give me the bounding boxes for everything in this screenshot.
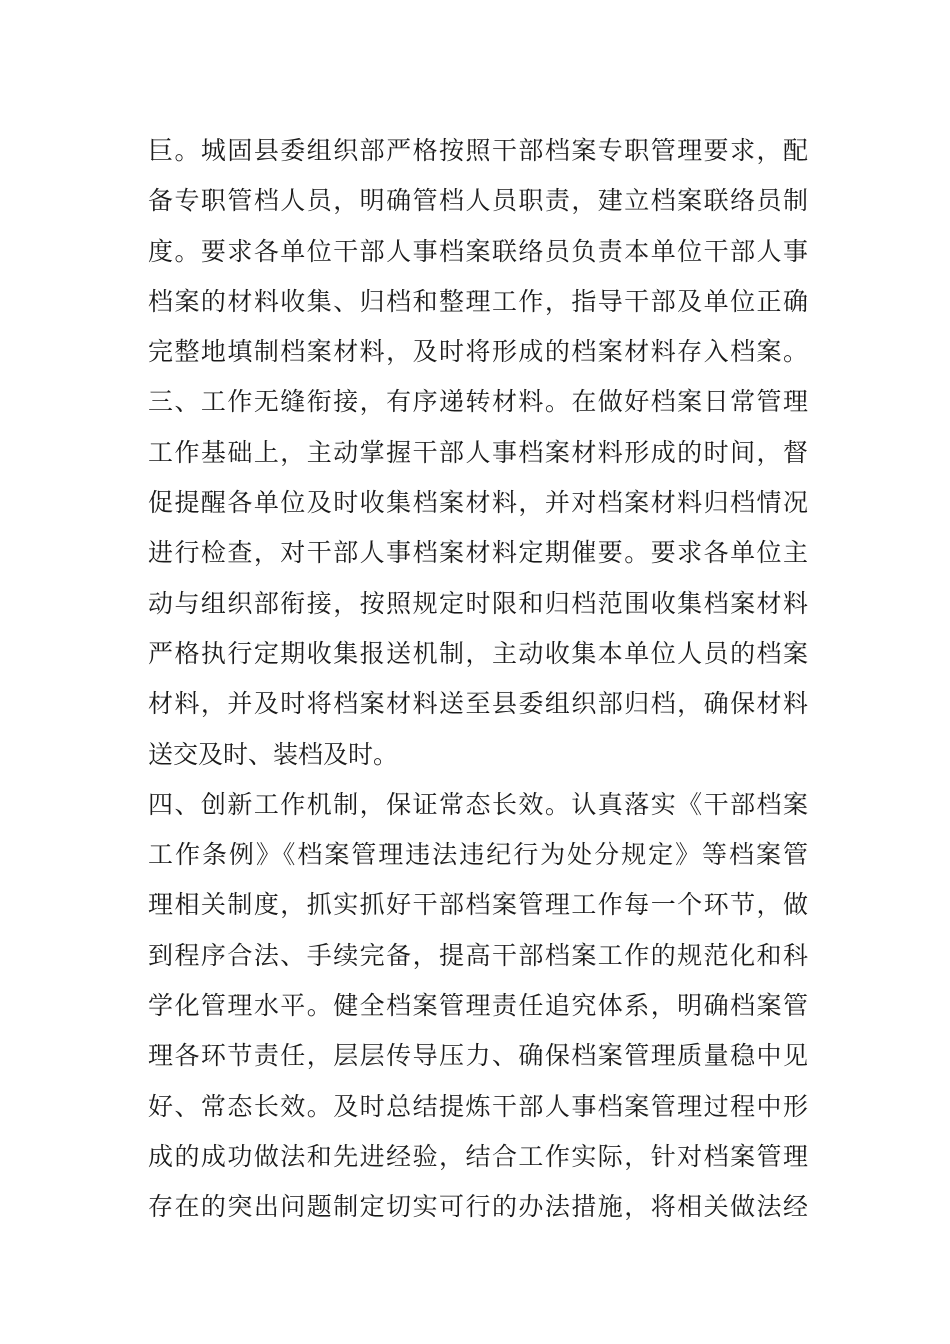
text-line: 学化管理水平。健全档案管理责任追究体系，明确档案管 bbox=[148, 991, 808, 1021]
text-line: 完整地填制档案材料，及时将形成的档案材料存入档案。 bbox=[148, 337, 808, 367]
text-line: 促提醒各单位及时收集档案材料，并对档案材料归档情况 bbox=[148, 488, 808, 518]
text-line: 到程序合法、手续完备，提高干部档案工作的规范化和科 bbox=[148, 940, 808, 970]
text-line: 度。要求各单位干部人事档案联络员负责本单位干部人事 bbox=[148, 236, 808, 266]
text-line: 巨。城固县委组织部严格按照干部档案专职管理要求，配 bbox=[148, 136, 808, 165]
text-line: 理相关制度，抓实抓好干部档案管理工作每一个环节，做 bbox=[148, 890, 808, 920]
text-line: 档案的材料收集、归档和整理工作，指导干部及单位正确 bbox=[148, 286, 808, 316]
text-line: 存在的突出问题制定切实可行的办法措施，将相关做法经 bbox=[148, 1192, 808, 1222]
text-line: 工作基础上，主动掌握干部人事档案材料形成的时间，督 bbox=[148, 437, 808, 467]
text-line: 进行检查，对干部人事档案材料定期催要。要求各单位主 bbox=[148, 538, 808, 568]
text-line: 三、工作无缝衔接，有序递转材料。在做好档案日常管理 bbox=[148, 387, 808, 417]
text-line: 工作条例》《档案管理违法违纪行为处分规定》等档案管 bbox=[148, 840, 808, 870]
body-text bbox=[148, 126, 808, 1233]
text-line: 理各环节责任，层层传导压力、确保档案管理质量稳中见 bbox=[148, 1041, 808, 1071]
text-line: 严格执行定期收集报送机制，主动收集本单位人员的档案 bbox=[148, 638, 808, 668]
text-line: 好、常态长效。及时总结提炼干部人事档案管理过程中形 bbox=[148, 1091, 808, 1121]
text-line: 送交及时、装档及时。 bbox=[148, 739, 399, 769]
text-line: 备专职管档人员，明确管档人员职责，建立档案联络员制 bbox=[148, 186, 808, 216]
text-line: 材料，并及时将档案材料送至县委组织部归档，确保材料 bbox=[148, 689, 808, 719]
text-line: 成的成功做法和先进经验，结合工作实际，针对档案管理 bbox=[148, 1141, 808, 1171]
text-line: 动与组织部衔接，按照规定时限和归档范围收集档案材料 bbox=[148, 588, 808, 618]
text-line: 四、创新工作机制，保证常态长效。认真落实《干部档案 bbox=[148, 789, 808, 819]
